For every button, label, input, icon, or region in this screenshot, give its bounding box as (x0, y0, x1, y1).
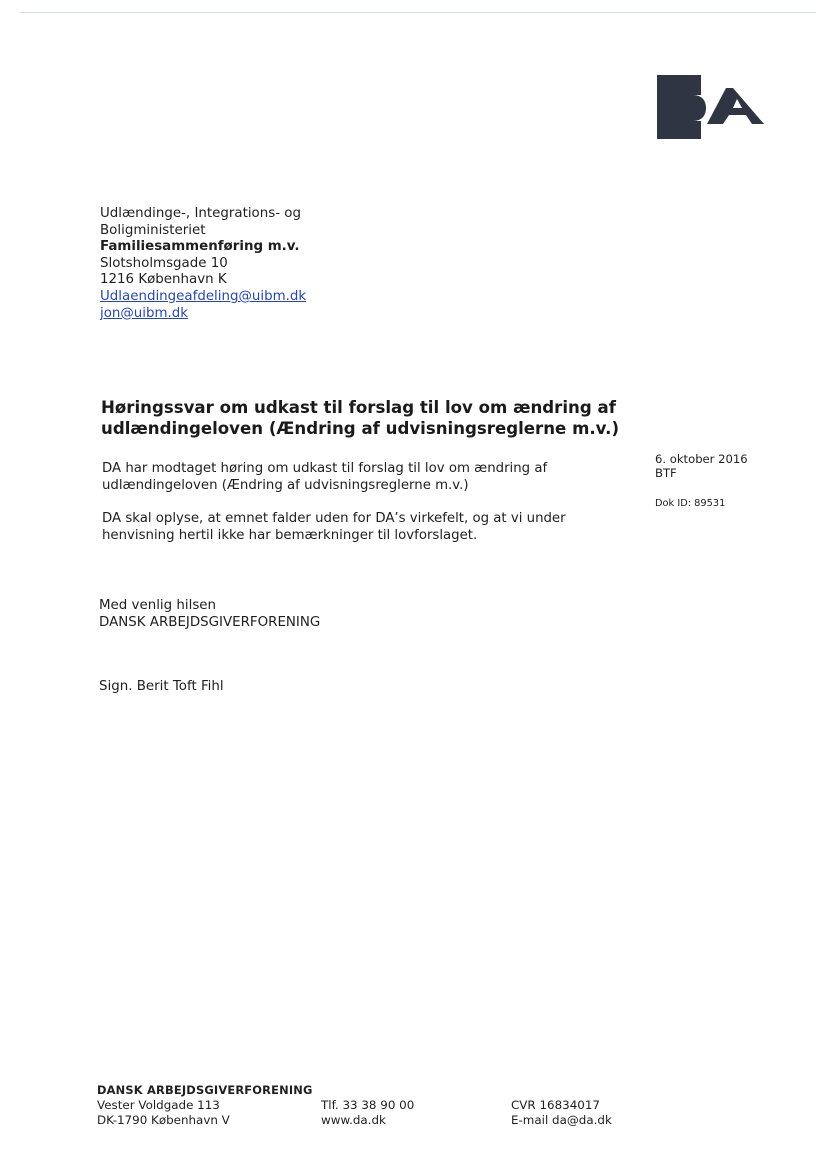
recipient-email-2[interactable]: jon@uibm.dk (100, 305, 189, 321)
letter-date: 6. oktober 2016 (655, 452, 748, 466)
recipient-email-1[interactable]: Udlaendingeafdeling@uibm.dk (100, 288, 307, 304)
footer-address (97, 1083, 313, 1127)
recipient-address (100, 206, 306, 322)
recipient-department: Familiesammenføring m.v. (100, 239, 300, 255)
recipient-line1: Udlændinge-, Integrations- og (100, 206, 301, 221)
recipient-city: 1216 København K (100, 272, 227, 288)
footer-organization: DANSK ARBEJDSGIVERFORENING (97, 1083, 313, 1097)
letter-initials: BTF (655, 465, 677, 480)
footer-contact (321, 1098, 414, 1128)
da-logo (655, 75, 765, 139)
signature: Sign. Berit Toft Fihl (99, 679, 224, 694)
footer-cvr: CVR 16834017 (511, 1098, 600, 1112)
closing (99, 598, 320, 631)
body-paragraph-2: DA skal oplyse, at emnet falder uden for DA’s virkefelt, og at vi under henvisning hertil ikke har bemærkninger til lovforslaget. (102, 511, 566, 543)
body-paragraph-1: DA har modtaget høring om udkast til forslag til lov om ændring af udlændingeloven (Ændring af udvisningsreglerne m.v.) (102, 461, 548, 493)
letter-body (102, 460, 642, 560)
recipient-line2: Boligministeriet (100, 222, 206, 238)
footer-registration (511, 1098, 612, 1128)
letter-meta (655, 453, 748, 511)
document-id: Dok ID: 89531 (655, 498, 726, 509)
recipient-street: Slotsholmsgade 10 (100, 255, 228, 271)
footer-street: Vester Voldgade 113 (97, 1097, 220, 1112)
subject-heading: Høringssvar om udkast til forslag til lov om ændring af udlændingeloven (Ændring af udvisningsreglerne m.v.) (101, 398, 620, 438)
closing-organization: DANSK ARBEJDSGIVERFORENING (99, 614, 321, 630)
footer-phone: Tlf. 33 38 90 00 (321, 1098, 415, 1112)
footer-website[interactable]: www.da.dk (321, 1112, 386, 1127)
closing-greeting: Med venlig hilsen (99, 598, 217, 613)
footer-city: DK-1790 København V (97, 1112, 230, 1127)
top-rule (20, 12, 816, 13)
footer-email[interactable]: E-mail da@da.dk (511, 1112, 612, 1127)
